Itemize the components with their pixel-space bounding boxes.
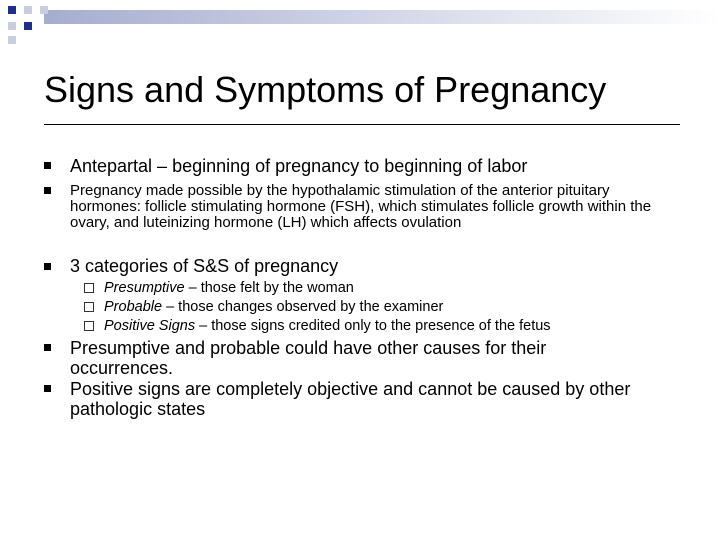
- hollow-square-icon: [84, 302, 94, 312]
- bullet-antepartal: Antepartal – beginning of pregnancy to beginning of labor: [70, 156, 528, 176]
- bullet-hormones: Pregnancy made possible by the hypothalamic stimulation of the anterior pituitary hormones: follicle stimulating hormone (FSH), which stimulates follicle growth within the ovary, and luteinizing hormone (LH) which affects ovulation: [70, 182, 652, 231]
- term-presumptive: Presumptive: [104, 280, 185, 296]
- filled-square-icon: [44, 385, 51, 392]
- term-probable: Probable: [104, 299, 163, 315]
- filled-square-icon: [44, 162, 51, 169]
- desc-probable: – those changes observed by the examiner: [162, 299, 444, 315]
- title-divider: [44, 124, 680, 125]
- hollow-square-icon: [84, 283, 94, 293]
- bullet-categories: 3 categories of S&S of pregnancy: [70, 256, 339, 276]
- subbullet-probable: [104, 298, 684, 317]
- filled-square-icon: [44, 187, 51, 194]
- term-positive: Positive Signs: [104, 318, 196, 334]
- subbullet-presumptive: [104, 279, 684, 298]
- slide-title: Signs and Symptoms of Pregnancy: [44, 69, 607, 110]
- filled-square-icon: [44, 344, 51, 351]
- subbullet-positive: [104, 317, 684, 336]
- corner-decoration: [0, 0, 720, 44]
- desc-presumptive: – those felt by the woman: [184, 280, 354, 296]
- hollow-square-icon: [84, 321, 94, 331]
- bullet-presumptive-probable: Presumptive and probable could have other causes for their occurrences.: [70, 338, 547, 378]
- filled-square-icon: [44, 263, 51, 270]
- desc-positive: – those signs credited only to the presence of the fetus: [195, 318, 551, 334]
- bullet-positive-signs: Positive signs are completely objective and cannot be caused by other pathologic states: [70, 379, 631, 419]
